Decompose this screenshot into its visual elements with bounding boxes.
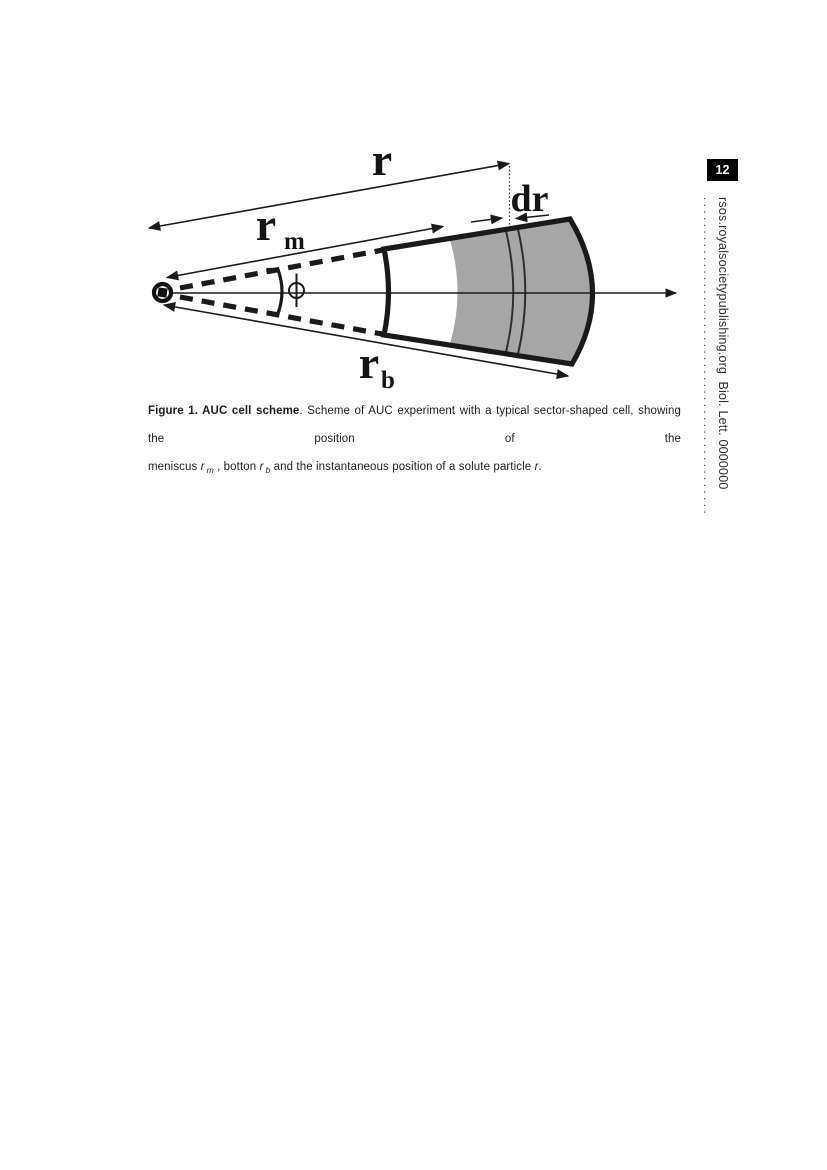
r-measure-arrow: [149, 164, 509, 229]
label-rb-subscript: b: [381, 367, 395, 394]
page-number: 12: [715, 163, 730, 177]
caption-var-r-meniscus: r: [200, 461, 205, 473]
caption-subscript-m: m: [206, 464, 214, 475]
caption-line1-text: . Scheme of AUC experiment with a typical sector-shaped cell, showing the position of the: [148, 405, 681, 445]
phi-angle-bracket: [267, 270, 283, 314]
label-rb-base: r: [358, 337, 380, 388]
caption-text-meniscus: meniscus: [148, 461, 201, 473]
rotor-center-square: [157, 287, 167, 297]
label-rm-subscript: m: [284, 228, 305, 255]
journal-sidebar: [701, 197, 731, 514]
label-r: r: [371, 134, 393, 185]
journal-sidebar-text: rsos.royalsocietypublishing.org Biol. Lett. 0000000: [716, 197, 730, 490]
caption-line-1: [148, 397, 681, 453]
caption-line-2: [148, 453, 681, 481]
caption-var-r-bottom: r: [259, 461, 264, 473]
caption-period: .: [538, 461, 542, 473]
caption-heading: Figure 1. AUC cell scheme: [148, 405, 300, 417]
caption-text-bottom: , botton: [213, 461, 260, 473]
caption-subscript-b: b: [265, 464, 271, 475]
dr-arrow-pointing-right: [471, 218, 502, 222]
page-number-box: [707, 159, 738, 181]
label-rm-base: r: [255, 199, 277, 250]
caption-text-rest: and the instantaneous position of a solute particle: [270, 461, 535, 473]
label-dr: dr: [510, 178, 549, 220]
journal-sidebar-dotted-rule: . . . . . . . . . . . . . . . . . . . . . . . . . . . . . . . . . . . . . . . . . . . . . . . .: [701, 197, 715, 514]
figure-caption: [148, 397, 681, 481]
caption-var-r-particle: r: [534, 461, 539, 473]
